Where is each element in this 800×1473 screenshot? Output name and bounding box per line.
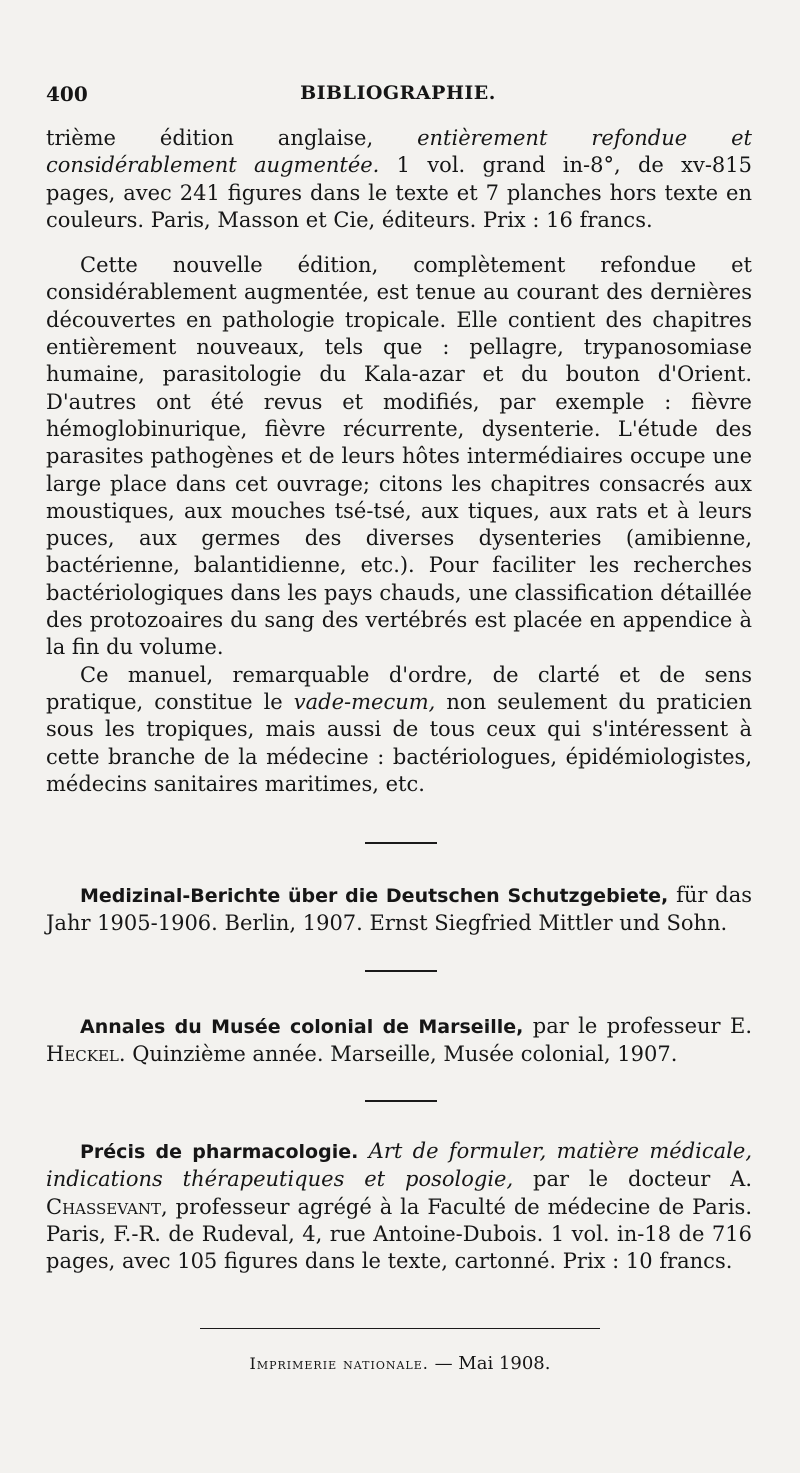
- entry-title: Précis de pharmacologie.: [80, 1141, 359, 1163]
- italic-text: Art de formuler, matière médicale, indications thérapeutiques et posologie,: [46, 1139, 752, 1192]
- author-name: Heckel: [46, 1042, 119, 1067]
- entry-tropical-medicine: [46, 125, 752, 798]
- bibliographic-entry: [46, 1138, 752, 1275]
- footer-rule: [200, 1328, 600, 1329]
- text-span: non seulement du praticien sous les tropiques, mais aussi de tous ceux qui s'intéressent à cette branche de la médecine : bactériologues, épidémiologistes, médecins sanitaires maritimes, etc.: [46, 689, 752, 796]
- entry-details: . Quinzième année. Marseille, Musée colonial, 1907.: [118, 1042, 678, 1067]
- entry-title: Annales du Musée colonial de Marseille,: [80, 1016, 524, 1038]
- separator-rule: [365, 970, 437, 972]
- entry-details: für das Jahr 1905-1906. Berlin, 1907. Ernst Siegfried Mittler und Sohn.: [46, 883, 752, 936]
- running-title: BIBLIOGRAPHIE.: [300, 82, 496, 104]
- bibliographic-entry: [46, 1013, 752, 1069]
- text-span: 1 vol. grand in-8°, de xv-815 pages, avec 241 figures dans le texte et 7 planches hors texte en couleurs. Paris, Masson et Cie, éditeurs. Prix : 16 francs.: [46, 153, 752, 232]
- separator-rule: [365, 842, 437, 844]
- separator-rule: [365, 1100, 437, 1102]
- author-name: Chassevant: [46, 1194, 161, 1219]
- entry-annales-musee: [46, 1013, 752, 1069]
- text-span: trième édition anglaise,: [46, 126, 418, 150]
- printer-colophon: [0, 1353, 800, 1374]
- entry-details: , professeur agrégé à la Faculté de médecine de Paris. Paris, F.-R. de Rudeval, 4, rue Antoine-Dubois. 1 vol. in-18 de 716 pages, avec 105 figures dans le texte, cartonné. Prix : 10 francs.: [46, 1194, 752, 1274]
- italic-text: vade-mecum,: [293, 689, 436, 714]
- page-number: 400: [46, 82, 88, 106]
- review-paragraph-1: Cette nouvelle édition, complètement refondue et considérablement augmentée, est tenue au courant des dernières découvertes en pathologie tropicale. Elle contient des chapitres entièrement nouveaux, tels que : pellagre, trypanosomiase humaine, parasitologie du Kala-azar et du bouton d'Orient. D'autres ont été revus et modifiés, par exemple : fièvre hémoglobinurique, fièvre récurrente, dysenterie. L'étude des parasites pathogènes et de leurs hôtes intermédiaires occupe une large place dans cet ouvrage; citons les chapitres consacrés aux moustiques, aux mouches tsé-tsé, aux tiques, aux rats et à leurs puces, aux germes des diverses dysenteries (amibienne, bactérienne, balantidienne, etc.). Pour faciliter les recherches bactériologiques dans les pays chauds, une classification détaillée des protozoaires du sang des vertébrés est placée en appendice à la fin du volume.: [46, 253, 752, 660]
- entry-medizinal-berichte: [46, 882, 752, 938]
- entry-details: par le docteur A.: [513, 1167, 752, 1192]
- entry-continuation: [46, 125, 752, 234]
- entry-details: par le professeur E.: [523, 1014, 752, 1038]
- italic-text: entièrement refondue et considérablement augmentée.: [46, 126, 753, 178]
- entry-precis-pharmacologie: [46, 1138, 752, 1275]
- print-date: — Mai 1908.: [428, 1353, 551, 1374]
- entry-title: Medizinal-Berichte über die Deutschen Schutzgebiete,: [80, 885, 669, 907]
- printer-name: Imprimerie nationale.: [249, 1354, 429, 1373]
- page-header: [46, 82, 750, 112]
- text-span: Ce manuel, remarquable d'ordre, de clarté et de sens pratique, constitue le: [46, 662, 752, 714]
- review-paragraph-2: [46, 662, 752, 798]
- bibliographic-entry: [46, 882, 752, 938]
